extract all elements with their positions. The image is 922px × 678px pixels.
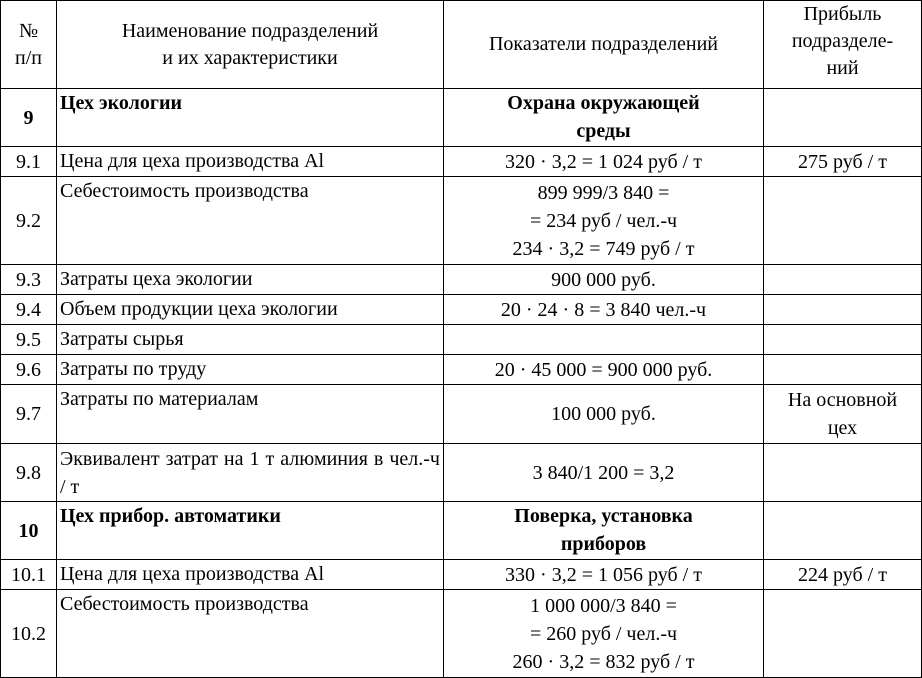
row-profit [764,355,922,385]
row-indicator [444,355,764,385]
row-indicator-line: 260 · 3,2 = 832 руб / т [512,650,695,673]
row-name: Затраты цеха экологии [57,265,444,295]
section-indicator [444,89,764,147]
row-name: Цена для цеха производства Al [57,147,444,177]
header-profit-cell [764,1,922,89]
row-indicator [444,444,764,502]
row-profit [764,444,922,502]
row-indicator [444,385,764,444]
header-name-line: Наименование подразделений [121,19,379,42]
row-indicator-line: 900 000 руб. [551,268,656,291]
row-indicator-line: = 234 руб / чел.-ч [529,209,678,232]
row-profit-line: 275 руб / т [798,150,887,173]
row-number: 9.1 [1,147,57,177]
row-indicator-line: 320 · 3,2 = 1 024 руб / т [505,150,702,173]
table-row [1,177,922,265]
row-indicator [444,325,764,355]
row-indicator [444,295,764,325]
section-indicator [444,502,764,560]
header-profit-line: Прибыль [803,3,882,25]
row-indicator-line: 899 999/3 840 = [537,181,670,204]
row-profit-line: 224 руб / т [798,563,887,586]
row-profit [764,295,922,325]
row-profit [764,325,922,355]
row-indicator-line: = 260 руб / чел.-ч [529,622,678,645]
table-row [1,265,922,295]
row-number: 9.6 [1,355,57,385]
section-indicator-line: среды [576,120,631,142]
row-profit [764,147,922,177]
table-row [1,325,922,355]
section-title: Цех экологии [57,89,444,147]
row-profit [764,385,922,444]
header-profit-line: подразделе- [791,30,894,52]
row-number: 9.5 [1,325,57,355]
header-name-line: и их характеристики [162,46,338,69]
row-indicator [444,590,764,678]
header-profit-line: ний [826,57,859,79]
row-profit [764,177,922,265]
row-indicator [444,177,764,265]
row-number: 10.1 [1,560,57,590]
row-name: Цена для цеха производства Al [57,560,444,590]
row-indicator-line: 330 · 3,2 = 1 056 руб / т [505,563,702,586]
row-indicator-line: 234 · 3,2 = 749 руб / т [512,237,695,260]
header-indicators-cell: Показатели подразделений [444,1,764,89]
header-row [1,1,922,89]
section-row [1,502,922,560]
row-profit-line: цех [827,417,858,439]
header-num-cell [1,1,57,89]
header-num-line: № [18,19,39,42]
row-name: Затраты сырья [57,325,444,355]
table-row [1,385,922,444]
row-indicator [444,147,764,177]
row-indicator-line: 20 · 24 · 8 = 3 840 чел.-ч [500,298,707,321]
row-number: 9.7 [1,385,57,444]
section-profit [764,89,922,147]
table-row [1,355,922,385]
row-name: Себестоимость производства [57,177,444,265]
row-profit-line: На основной [787,389,898,411]
section-row [1,89,922,147]
section-number: 10 [1,502,57,560]
row-indicator-line: 100 000 руб. [551,403,656,425]
row-name: Затраты по материалам [57,385,444,444]
row-indicator-line: 3 840/1 200 = 3,2 [532,461,675,484]
row-name: Эквивалент затрат на 1 т алюминия в чел.-ч / т [57,444,444,502]
row-number: 10.2 [1,590,57,678]
row-indicator-line: 1 000 000/3 840 = [530,594,677,617]
row-name: Себестоимость производства [57,590,444,678]
header-num-line: п/п [15,46,42,69]
row-name: Затраты по труду [57,355,444,385]
row-name: Объем продукции цеха экологии [57,295,444,325]
row-profit [764,560,922,590]
row-number: 9.4 [1,295,57,325]
row-number: 9.3 [1,265,57,295]
section-number: 9 [1,89,57,147]
table-row [1,147,922,177]
table-row [1,444,922,502]
row-profit [764,265,922,295]
section-title: Цех прибор. автоматики [57,502,444,560]
section-profit [764,502,922,560]
table-row [1,295,922,325]
row-indicator [444,265,764,295]
row-number: 9.2 [1,177,57,265]
section-indicator-line: Охрана окружающей [507,92,700,114]
table-row [1,590,922,678]
row-indicator-line: 20 · 45 000 = 900 000 руб. [494,358,713,381]
section-indicator-line: Поверка, установка [514,505,693,527]
row-number: 9.8 [1,444,57,502]
row-profit [764,590,922,678]
section-indicator-line: приборов [560,533,647,555]
table-row [1,560,922,590]
row-indicator [444,560,764,590]
header-name-cell [57,1,444,89]
